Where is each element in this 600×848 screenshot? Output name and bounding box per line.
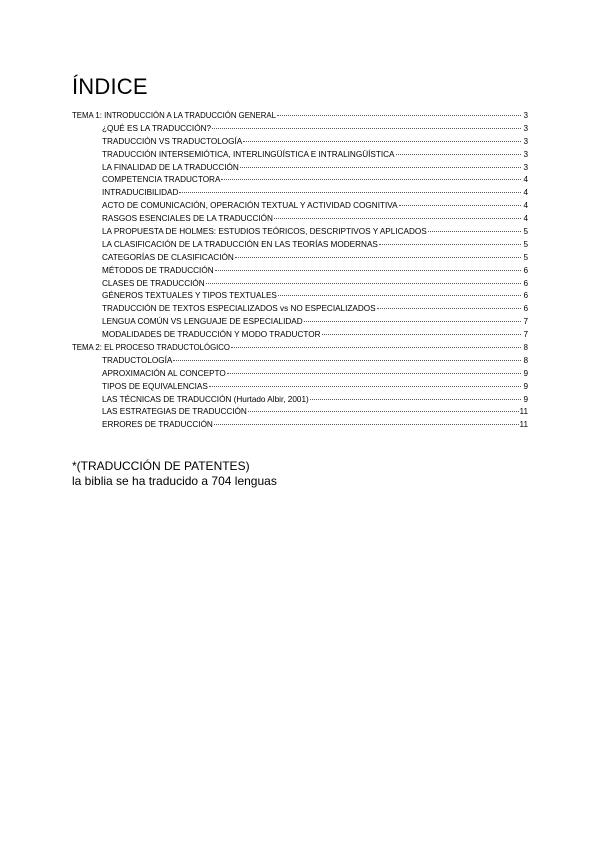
toc-page-number: 3	[523, 136, 528, 146]
toc-entry-text: TRADUCTOLOGÍA	[102, 355, 173, 365]
toc-entry-text: CATEGORÍAS DE CLASIFICACIÓN	[102, 252, 234, 262]
toc-leader-dots	[212, 128, 521, 129]
toc-leader-dots	[379, 244, 521, 245]
toc-section-entry[interactable]	[72, 317, 528, 330]
toc-entry-text: LAS ESTRATEGIAS DE TRADUCCIÓN	[102, 407, 247, 417]
toc-leader-dots	[399, 205, 521, 206]
toc-leader-dots	[396, 154, 521, 155]
toc-entry-text: TEMA 2: EL PROCESO TRADUCTOLÓGICO	[72, 343, 230, 353]
toc-section-entry[interactable]	[72, 356, 528, 369]
toc-section-entry[interactable]	[72, 201, 528, 214]
toc-section-entry[interactable]	[72, 407, 528, 420]
toc-entry-text: COMPETENCIA TRADUCTORA	[102, 175, 221, 185]
toc-page-number: 11	[519, 407, 528, 417]
toc-entry-text: MODALIDADES DE TRADUCCIÓN Y MODO TRADUCTOR	[102, 330, 321, 340]
toc-leader-dots	[206, 283, 521, 284]
toc-entry-text: LAS TÉCNICAS DE TRADUCCIÓN (Hurtado Albir, 2001)	[102, 394, 309, 404]
toc-page-number: 8	[523, 355, 528, 365]
toc-leader-dots	[209, 386, 521, 387]
toc-section-entry[interactable]	[72, 395, 528, 408]
toc-leader-dots	[221, 179, 521, 180]
toc-section-entry[interactable]	[72, 253, 528, 266]
toc-section-entry[interactable]	[72, 382, 528, 395]
toc-entry-text: TRADUCCIÓN VS TRADUCTOLOGÍA	[102, 136, 243, 146]
toc-section-entry[interactable]	[72, 137, 528, 150]
toc-leader-dots	[274, 218, 521, 219]
toc-section-entry[interactable]	[72, 240, 528, 253]
toc-page-number: 3	[523, 111, 528, 120]
toc-leader-dots	[231, 347, 521, 348]
toc-entry-text: GÉNEROS TEXTUALES Y TIPOS TEXTUALES	[102, 291, 277, 301]
toc-chapter-entry[interactable]	[72, 111, 528, 124]
toc-leader-dots	[310, 399, 521, 400]
toc-entry-text: INTRADUCIBILIDAD	[102, 188, 179, 198]
toc-section-entry[interactable]	[72, 175, 528, 188]
toc-section-entry[interactable]	[72, 279, 528, 292]
toc-leader-dots	[304, 321, 521, 322]
toc-leader-dots	[428, 231, 521, 232]
toc-page-number: 8	[523, 343, 528, 353]
table-of-contents	[72, 111, 528, 433]
page-title: ÍNDICE	[72, 74, 148, 99]
toc-leader-dots	[235, 257, 521, 258]
toc-entry-text: LA PROPUESTA DE HOLMES: ESTUDIOS TEÓRICOS, DESCRIPTIVOS Y APLICADOS	[102, 227, 427, 237]
toc-page-number: 9	[523, 368, 528, 378]
toc-entry-text: ¿QUÉ ES LA TRADUCCIÓN?	[102, 123, 212, 133]
toc-page-number: 5	[523, 227, 528, 237]
toc-page-number: 5	[523, 252, 528, 262]
toc-page-number: 3	[523, 123, 528, 133]
toc-page-number: 3	[523, 149, 528, 159]
toc-entry-text: TIPOS DE EQUIVALENCIAS	[102, 381, 208, 391]
toc-entry-text: LENGUA COMÚN VS LENGUAJE DE ESPECIALIDAD	[102, 317, 303, 327]
toc-leader-dots	[278, 295, 521, 296]
toc-page-number: 3	[523, 162, 528, 172]
toc-leader-dots	[215, 270, 521, 271]
toc-section-entry[interactable]	[72, 420, 528, 433]
toc-page-number: 6	[523, 304, 528, 314]
toc-page-number: 9	[523, 394, 528, 404]
toc-leader-dots	[173, 360, 521, 361]
toc-page-number: 4	[523, 175, 528, 185]
toc-entry-text: CLASES DE TRADUCCIÓN	[102, 278, 205, 288]
toc-page-number: 7	[523, 317, 528, 327]
toc-section-entry[interactable]	[72, 124, 528, 137]
toc-entry-text: TRADUCCIÓN INTERSEMIÓTICA, INTERLINGÜÍSTICA E INTRALINGÜÍSTICA	[102, 149, 395, 159]
toc-entry-text: LA FINALIDAD DE LA TRADUCCIÓN	[102, 162, 239, 172]
toc-section-entry[interactable]	[72, 266, 528, 279]
toc-section-entry[interactable]	[72, 227, 528, 240]
toc-page-number: 6	[523, 291, 528, 301]
toc-page-number: 11	[519, 420, 528, 430]
toc-page-number: 7	[523, 330, 528, 340]
notes	[72, 459, 277, 489]
toc-chapter-entry[interactable]	[72, 343, 528, 356]
note-line: *(TRADUCCIÓN DE PATENTES)	[72, 459, 250, 473]
toc-leader-dots	[322, 334, 521, 335]
note-line: la biblia se ha traducido a 704 lenguas	[72, 474, 277, 488]
toc-entry-text: LA CLASIFICACIÓN DE LA TRADUCCIÓN EN LAS TEORÍAS MODERNAS	[102, 239, 378, 249]
toc-entry-text: TEMA 1: INTRODUCCIÓN A LA TRADUCCIÓN GENERAL	[72, 111, 276, 120]
toc-section-entry[interactable]	[72, 150, 528, 163]
toc-entry-text: MÉTODOS DE TRADUCCIÓN	[102, 265, 214, 275]
toc-leader-dots	[179, 192, 521, 193]
toc-page-number: 4	[523, 188, 528, 198]
toc-section-entry[interactable]	[72, 304, 528, 317]
toc-leader-dots	[248, 411, 519, 412]
toc-section-entry[interactable]	[72, 291, 528, 304]
toc-section-entry[interactable]	[72, 369, 528, 382]
toc-leader-dots	[377, 308, 521, 309]
toc-entry-text: ACTO DE COMUNICACIÓN, OPERACIÓN TEXTUAL Y ACTIVIDAD COGNITIVA	[102, 201, 398, 211]
toc-leader-dots	[243, 141, 521, 142]
toc-page-number: 4	[523, 201, 528, 211]
toc-entry-text: APROXIMACIÓN AL CONCEPTO	[102, 368, 226, 378]
toc-leader-dots	[214, 424, 519, 425]
toc-section-entry[interactable]	[72, 214, 528, 227]
toc-section-entry[interactable]	[72, 330, 528, 343]
toc-entry-text: TRADUCCIÓN DE TEXTOS ESPECIALIZADOS vs NO ESPECIALIZADOS	[102, 304, 376, 314]
toc-section-entry[interactable]	[72, 188, 528, 201]
toc-leader-dots	[277, 115, 521, 116]
toc-entry-text: RASGOS ESENCIALES DE LA TRADUCCIÓN	[102, 214, 273, 224]
toc-leader-dots	[227, 373, 521, 374]
toc-section-entry[interactable]	[72, 163, 528, 176]
toc-page-number: 6	[523, 278, 528, 288]
toc-leader-dots	[240, 167, 521, 168]
toc-entry-text: ERRORES DE TRADUCCIÓN	[102, 420, 213, 430]
toc-page-number: 5	[523, 239, 528, 249]
toc-page-number: 6	[523, 265, 528, 275]
toc-page-number: 9	[523, 381, 528, 391]
toc-page-number: 4	[523, 214, 528, 224]
